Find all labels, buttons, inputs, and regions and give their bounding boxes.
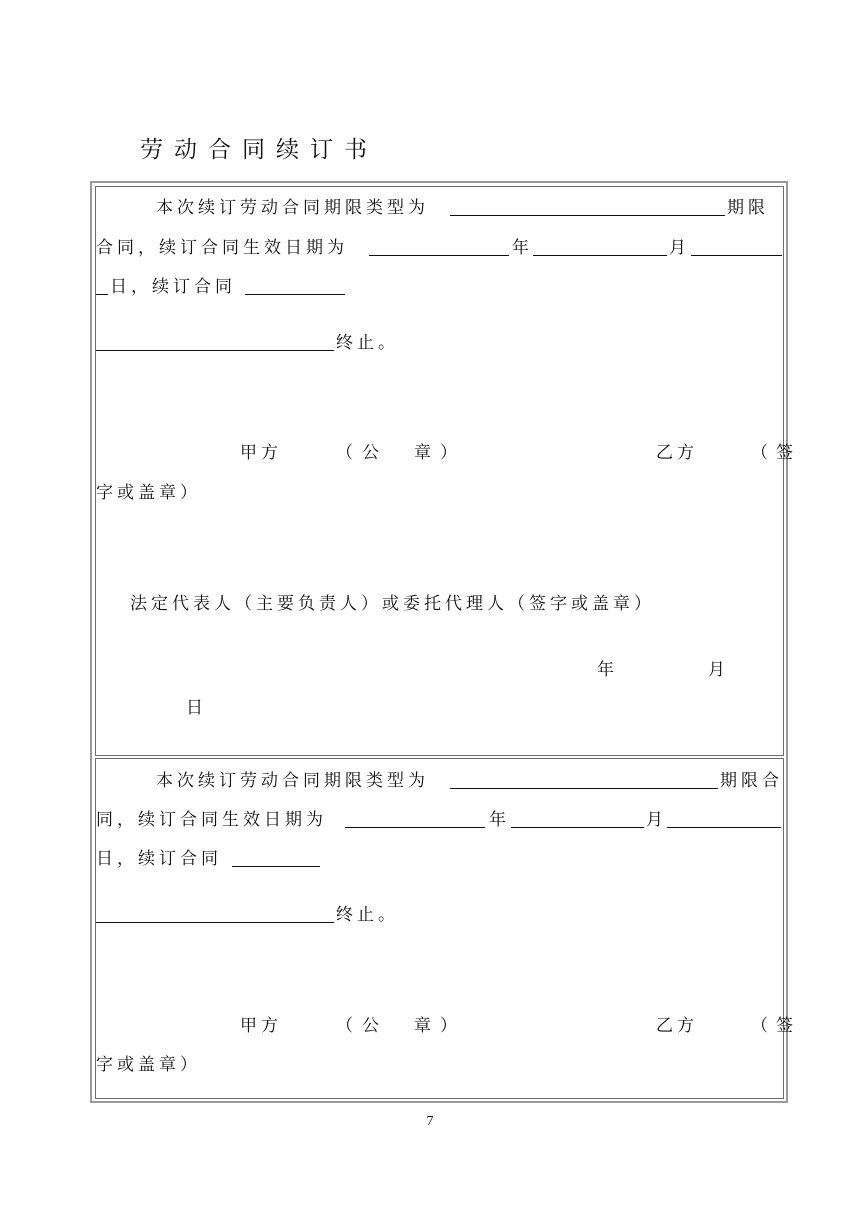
effective-day-blank-2[interactable]: [667, 827, 781, 828]
party-a-label: 甲方: [240, 443, 282, 463]
month-label-2: 月: [646, 810, 667, 830]
party-b-sign-label-start: （签: [751, 443, 801, 463]
renewal-section-1: [95, 186, 784, 756]
renewal-until-blank-b[interactable]: [96, 350, 334, 351]
party-b-label: 乙方: [656, 443, 698, 463]
term-type-suffix-2: 期限合: [720, 771, 783, 791]
effective-date-label-2: 同，续订合同生效日期为: [96, 810, 327, 830]
term-type-suffix: 期限: [727, 198, 769, 218]
page-number: 7: [426, 1114, 434, 1129]
party-b-sign-label-start-2: （签: [751, 1016, 801, 1036]
terminate-label-2: 终止。: [336, 905, 399, 925]
effective-month-blank-2[interactable]: [511, 827, 644, 828]
effective-year-blank-2[interactable]: [345, 827, 485, 828]
year-label: 年: [512, 238, 533, 258]
terminate-label: 终止。: [336, 333, 399, 353]
year-label-2: 年: [489, 810, 510, 830]
party-b-sign-label-end: 字或盖章）: [96, 483, 201, 503]
effective-date-label: 合同，续订合同生效日期为: [96, 238, 348, 258]
effective-day-blank-b[interactable]: [96, 294, 108, 295]
renewal-until-blank-2b[interactable]: [96, 922, 334, 923]
party-b-sign-label-end-2: 字或盖章）: [96, 1055, 201, 1075]
renewal-until-label-2: 日，续订合同: [96, 849, 222, 869]
effective-day-blank-a[interactable]: [691, 255, 782, 256]
signing-day-label: 日: [186, 698, 207, 718]
term-type-blank[interactable]: [450, 215, 725, 216]
party-a-seal-label: （公 章）: [336, 443, 466, 463]
party-b-label-2: 乙方: [656, 1016, 698, 1036]
term-type-blank-2[interactable]: [450, 788, 718, 789]
month-label: 月: [669, 238, 690, 258]
renewal-until-label: 日，续订合同: [110, 277, 236, 297]
signing-year-label: 年: [597, 660, 618, 680]
party-a-label-2: 甲方: [240, 1016, 282, 1036]
term-type-label: 本次续订劳动合同期限类型为: [156, 198, 429, 218]
document-title: 劳动合同续订书: [140, 137, 378, 163]
renewal-until-blank-2a[interactable]: [232, 866, 320, 867]
signing-month-label: 月: [708, 660, 729, 680]
term-type-label-2: 本次续订劳动合同期限类型为: [156, 771, 429, 791]
effective-month-blank[interactable]: [533, 255, 667, 256]
effective-year-blank[interactable]: [369, 255, 509, 256]
renewal-until-blank-a[interactable]: [245, 294, 345, 295]
party-a-seal-label-2: （公 章）: [336, 1016, 466, 1036]
legal-representative-label: 法定代表人（主要负责人）或委托代理人（签字或盖章）: [130, 594, 655, 614]
